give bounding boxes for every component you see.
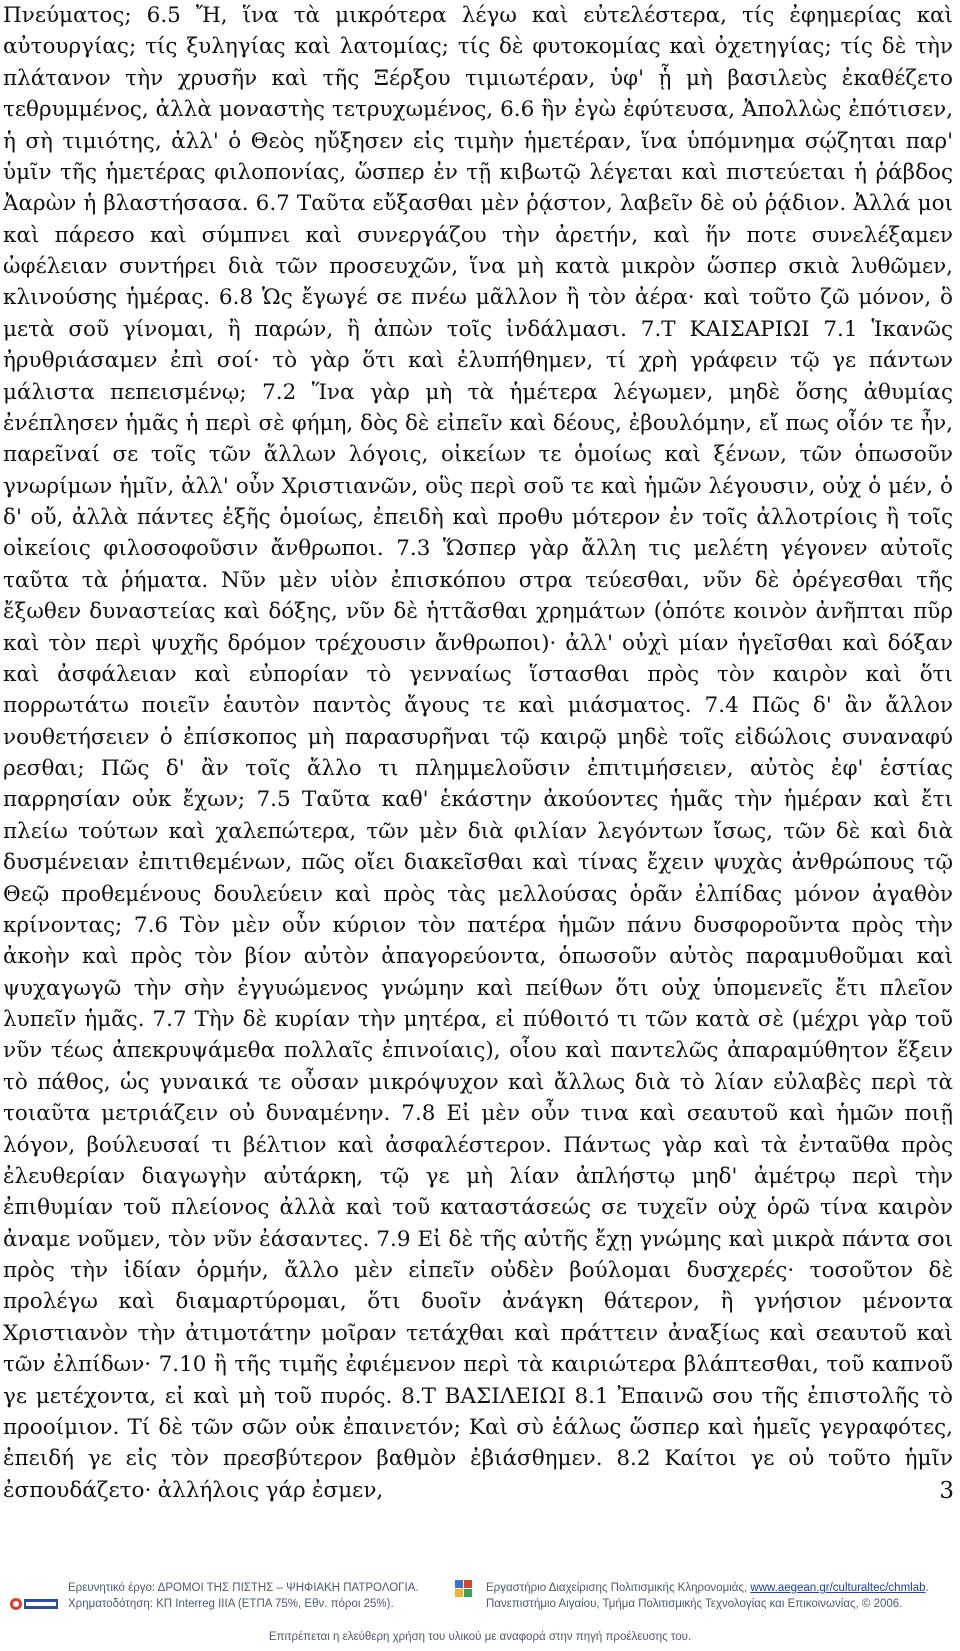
interreg-logo-icon <box>8 1593 60 1615</box>
paragraph-7: 7.1 Ἱκανῶς ἠρυθριάσαμεν ἐπὶ σοί· τὸ γὰρ ὅτι καὶ ἐλυπήθημεν, τί χρὴ γράφειν τῷ γε πάντων μάλιστα πεπεισμένῳ; 7.2 Ἵνα γὰρ μὴ τὰ ἡμέτερα λέγωμεν, μηδὲ ὅσης ἀθυμίας ἐνέπλησεν ἡμᾶς ἡ περὶ σὲ φήμη, δὸς δὲ εἰπεῖν καὶ δέους, ἐβουλόμην, εἴ πως οἷόν τε ἦν, παρεῖναί σε τοῖς τῶν ἄλλων λόγοις, οἰκείων τε ὁμοίως καὶ ξένων, τῶν ὁπωσοῦν γνωρίμων ἡμῖν, ἀλλ' οὖν Χριστιανῶν, οὓς περὶ σοῦ τε καὶ ἡμῶν λέγουσιν, οὐχ ὁ μέν, ὁ δ' οὔ, ἀλλὰ πάντες ἑξῆς ὁμοίως, ἐπειδὴ καὶ προθυ μότερον ἐν τοῖς ἀλλοτρίοις ἢ τοῖς οἰκείοις φιλοσοφοῦσιν ἄνθρωποι. 7.3 Ὥσπερ γὰρ ἄλλη τις μελέτη γέγονεν αὐτοῖς ταῦτα τὰ ῥήματα. Νῦν μὲν υἱὸν ἐπισκόπου στρα τεύεσθαι, νῦν δὲ ὀρέγεσθαι τῆς ἔξωθεν δυναστείας καὶ δόξης, νῦν δὲ ἡττᾶσθαι χρημάτων (ὁπότε κοινὸν ἀνῆπται πῦρ καὶ τὸν περὶ ψυχῆς δρόμον τρέχουσιν ἄνθρωποι)· ἀλλ' οὐχὶ μίαν ἡγεῖσθαι καὶ δόξαν καὶ ἀσφάλειαν καὶ εὐπορίαν τὸ γενναίως ἵστασθαι πρὸς τὸν καιρὸν καὶ ὅτι πορρωτάτω ποιεῖν ἑαυτὸν παντὸς ἄγους τε καὶ μιάσματος. 7.4 Πῶς δ' ἂν ἄλλον νουθετήσειεν ὁ ἐπίσκοπος μὴ παρασυρῆναι τῷ καιρῷ μηδὲ τοῖς εἰδώλοις συναναφύ ρεσθαι; Πῶς δ' ἂν τοῖς ἄλλο τι πλημμελοῦσιν ἐπιτιμήσειεν, αὐτὸς ἐφ' ἑστίας παρρησίαν οὐκ ἔχων; 7.5 Ταῦτα καθ' ἑκάστην ἀκούοντες ἡμᾶς τὴν ἡμέραν καὶ ἔτι πλείω τούτων καὶ χαλεπώτερα, τῶν μὲν διὰ φιλίαν λεγόντων ἴσως, τῶν δὲ καὶ διὰ δυσμένειαν ἐπιτιθεμένων, πῶς οἴει διακεῖσθαι καὶ τίνας ἔχειν ψυχὰς ἀνθρώπους τῷ Θεῷ προθεμένους δουλεύειν καὶ πρὸς τὰς μελλούσας ὁρᾶν ἐλπίδας μόνον ἀγαθὸν κρίνοντας; 7.6 Τὸν μὲν οὖν κύριον τὸν πατέρα ἡμῶν πάνυ δυσφοροῦντα πρὸς τὴν ἀκοὴν καὶ πρὸς τὸν βίον αὐτὸν ἀπαγορεύοντα, ὁπωσοῦν αὐτὸς παραμυθοῦμαι καὶ ψυχαγωγῶ τὴν σὴν ἐγγυώμενος γνώμην καὶ πείθων ὅτι οὐχ ὑπομενεῖς ἔτι πλεῖον λυπεῖν ἡμᾶς. 7.7 Τὴν δὲ κυρίαν τὴν μητέρα, εἰ πύθοιτό τι τῶν κατὰ σὲ (μέχρι γὰρ τοῦ νῦν τέως ἀπεκρυψάμεθα πολλαῖς ἐπινοίαις), οἷου καὶ παντελῶς ἀπαραμύθητον ἕξειν τὸ πάθος, ὡς γυναικά τε οὖσαν μικρόψυχον καὶ ἄλλως διὰ τὸ λίαν εὐλαβὲς περὶ τὰ τοιαῦτα μετριάζειν οὐ δυναμένην. 7.8 Εἰ μὲν οὖν τινα καὶ σεαυτοῦ καὶ ἡμῶν ποιῇ λόγον, βούλευσαί τι βέλτιον καὶ ἀσφαλέστερον. Πάντως γὰρ καὶ τὰ ἐνταῦθα πρὸς ἐλευθερίαν διαγωγὴν αὐτάρκη, τῷ γε μὴ λίαν ἀπλήστῳ μηδ' ἀμέτρῳ περὶ τὴν ἐπιθυμίαν τοῦ πλείονος ἀλλὰ καὶ τοῦ καταστάσεώς σε τυχεῖν οὐχ ὁρῶ τίνα καιρὸν ἀναμε νοῦμεν, τὸν νῦν ἐάσαντες. 7.9 Εἰ δὲ τῆς αὐτῆς ἔχῃ γνώμης καὶ μικρὰ πάντα σοι πρὸς τὴν ἰδίαν ὁρμήν, ἄλλο μὲν εἰπεῖν οὐδὲν βούλομαι δυσχερές· τοσοῦτον δὲ προλέγω καὶ διαμαρτύρομαι, ὅτι δυοῖν ἀνάγκη θάτερον, ἢ γνήσιον μένοντα Χριστιανὸν τὴν ἀτιμοτάτην μοῖραν τετάχθαι καὶ πράττειν ἀναξίως καὶ σεαυτοῦ καὶ τῶν ἐλπίδων· 7.10 ἢ τῆς τιμῆς ἐφιέμενον περὶ τὰ καιριώτερα βλάπτεσθαι, τοῦ καπνοῦ γε μετέχοντα, εἰ καὶ μὴ τοῦ πυρός. <box>3 316 954 1409</box>
letter-heading-7: 7.Τ ΚΑΙΣΑΡΙΩΙ <box>640 316 824 342</box>
lab-website-link[interactable]: www.aegean.gr/culturaltec/chmlab <box>750 1582 926 1594</box>
footer <box>0 1565 960 1651</box>
footer-funding-line: Χρηματοδότηση: ΚΠ Interreg IIIA (ΕΤΠΑ 75%, Εθν. πόροι 25%). <box>68 1597 394 1610</box>
footer-lab-info <box>486 1581 956 1612</box>
footer-lab-name: Εργαστήριο Διαχείρισης Πολιτισμικής Κληρονομιάς, <box>486 1582 751 1594</box>
footer-project-line: Ερευνητικό έργο: ΔΡΟΜΟΙ ΤΗΣ ΠΙΣΤΗΣ – ΨΗΦΙΑΚΗ ΠΑΤΡΟΛΟΓΙΑ. <box>68 1582 419 1594</box>
paragraph-6: Πνεύματος; 6.5 Ἤ, ἵνα τὰ μικρότερα λέγω καὶ εὐτελέστερα, τίς ἐφημερίας καὶ αὐτουργίας; τίς ξυληγίας καὶ λατομίας; τίς δὲ φυτοκομίας καὶ ὀχετηγίας; τίς δὲ τὴν πλάτανον τὴν χρυσῆν καὶ τῆς Ξέρξου τιμιωτέραν, ὑφ' ᾗ μὴ βασιλεὺς ἐκαθέζετο τεθρυμμένος, ἀλλὰ μοναστὴς τετρυχωμένος, 6.6 ἣν ἐγὼ ἐφύτευσα, Ἀπολλὼς ἐπότισεν, ἡ σὴ τιμιότης, ἀλλ' ὁ Θεὸς ηὔξησεν εἰς τιμὴν ἡμετέραν, ἵνα ὑπόμνημα σῴζηται παρ' ὑμῖν τῆς ἡμετέρας φιλοπονίας, ὥσπερ ἐν τῇ κιβωτῷ λέγεται καὶ πιστεύεται ἡ ῥάβδος Ἀαρὼν ἡ βλαστήσασα. 6.7 Ταῦτα εὔξασθαι μὲν ῥᾴστον, λαβεῖν δὲ οὐ ῥᾴδιον. Ἀλλά μοι καὶ πάρεσο καὶ σύμπνει καὶ συνεργάζου τὴν ἀρετήν, καὶ ἥν ποτε συνελέξαμεν ὠφέλειαν συντήρει διὰ τῶν προσευχῶν, ἵνα μὴ κατὰ μικρὸν ὥσπερ σκιὰ λυθῶμεν, κλινούσης ἡμέρας. 6.8 Ὡς ἔγωγέ σε πνέω μᾶλλον ἢ τὸν ἀέρα· καὶ τοῦτο ζῶ μόνον, ὃ μετὰ σοῦ γίνομαι, ἢ παρών, ἢ ἀπὼν τοῖς ἰνδάλμασι. <box>3 3 953 342</box>
footer-university-line: Πανεπιστήμιο Αιγαίου, Τμήμα Πολιτισμικής Τεχνολογίας και Επικοινωνίας, © 2006. <box>486 1597 903 1610</box>
footer-lab-suffix: . <box>925 1582 929 1594</box>
letter-heading-8: 8.Τ ΒΑΣΙΛΕΙΩΙ <box>401 1383 575 1409</box>
document-body <box>3 0 953 1506</box>
lab-logo-icon <box>454 1579 480 1601</box>
footer-lab-line <box>486 1581 956 1597</box>
footer-funding-info <box>68 1581 448 1612</box>
page-number: 3 <box>939 1478 954 1504</box>
paragraph-8: 8.1 Ἐπαινῶ σου τῆς ἐπιστολῆς τὸ προοίμιον. Τί δὲ τῶν σῶν οὐκ ἐπαινετόν; Καὶ σὺ ἑάλως ὥσπερ καὶ ἡμεῖς γεγραφότες, ἐπειδή γε εἰς τὸν πρεσβύτερον βαθμὸν ἐβιάσθημεν. 8.2 Καίτοι γε οὐ τοῦτο ἡμῖν ἐσπουδάζετο· ἀλλήλοις γάρ ἐσμεν, <box>3 1383 953 1503</box>
footer-usage-notice: Επιτρέπεται η ελεύθερη χρήση του υλικού με αναφορά στην πηγή προέλευσης του. <box>268 1631 692 1643</box>
